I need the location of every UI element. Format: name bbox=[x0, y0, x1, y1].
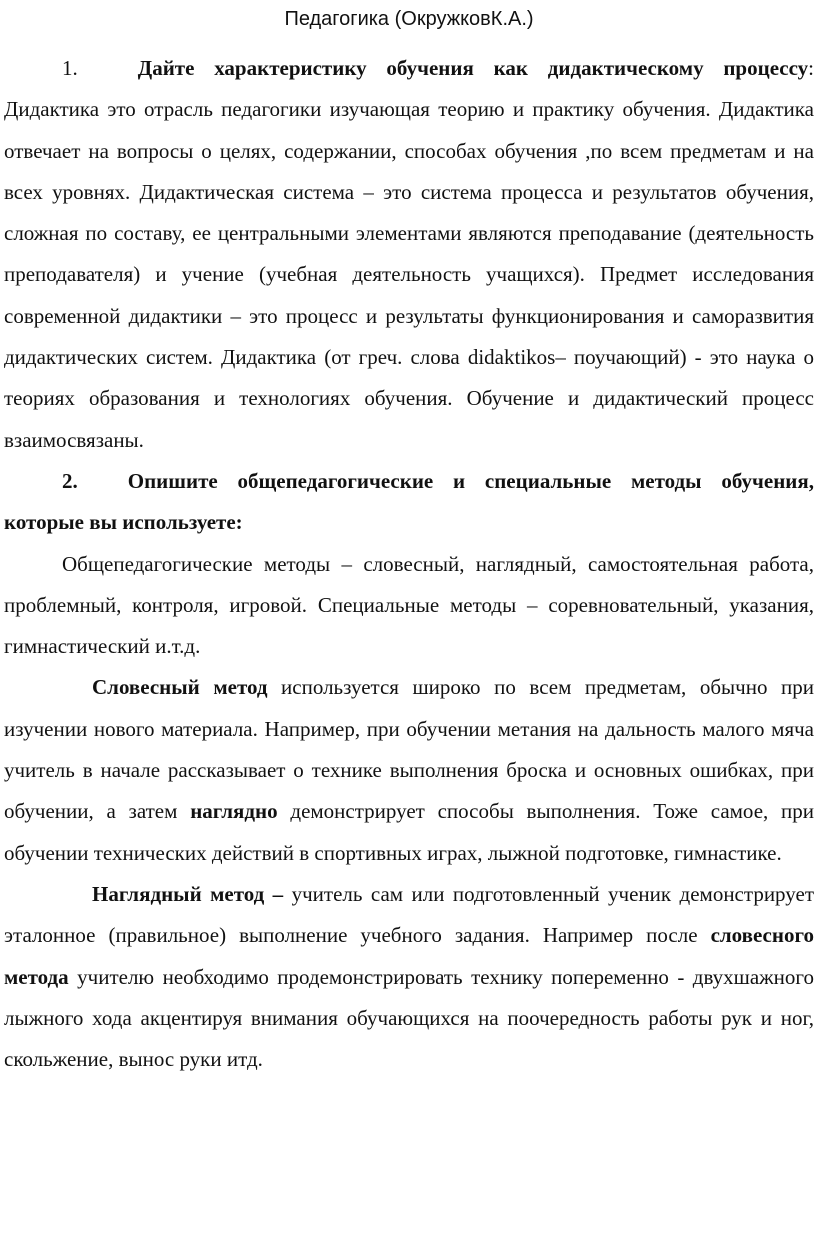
methods-overview-paragraph: Общепедагогические методы – словесный, наглядный, самостоятельная работа, проблемный, контроля, игровой. Специальные методы – соревновательный, указания, гимнастический и.т.д. bbox=[4, 551, 814, 659]
question-2-number: 2. bbox=[62, 468, 78, 493]
visual-method-term: Наглядный метод – bbox=[92, 881, 284, 906]
verbal-method-term-inline: словесного метода bbox=[4, 923, 814, 989]
question-1-answer: : Дидактика это отрасль педагогики изучающая теорию и практику обучения. Дидактика отвечает на вопросы о целях, содержании, способах обучения ,по всем предметам и на всех уровнях. Дидактическая система – это система процесса и результатов обучения, сложная по составу, ее центральными элементами являются преподавание (деятельность преподавателя) и учение (учебная деятельность учащихся). Предмет исследования современной дидактики – это процесс и результаты функционирования и саморазвития дидактических систем. Дидактика (от греч. слова didaktikos– поучающий) - это наука о теориях образования и технологиях обучения. Обучение и дидактический процесс взаимосвязаны. bbox=[4, 56, 814, 452]
question-1-number: 1. bbox=[62, 56, 78, 80]
visual-method-text-2: учителю необходимо продемонстрировать технику попеременно - двухшажного лыжного хода акцентируя внимания обучающихся на поочередность работы рук и ног, скольжение, вынос руки итд. bbox=[4, 964, 814, 1072]
visual-term-inline: наглядно bbox=[190, 799, 278, 824]
verbal-method-text-1: используется широко по всем предметам, обычно при изучении нового материала. Например, при обучении метания на дальность малого мяча учитель в начале рассказывает о технике выполнения броска и основных ошибках, при обучении, а затем bbox=[4, 675, 814, 824]
verbal-method-paragraph bbox=[4, 667, 814, 873]
question-1-paragraph bbox=[4, 48, 814, 461]
visual-method-paragraph bbox=[4, 874, 814, 1080]
page-header: Педагогика (ОкружковК.А.) bbox=[284, 8, 534, 30]
question-2-paragraph bbox=[4, 461, 814, 544]
question-1-text: Дайте характеристику обучения как дидактическому процессу bbox=[137, 56, 809, 80]
verbal-method-term: Словесный метод bbox=[92, 675, 268, 700]
visual-method-text-1: учитель сам или подготовленный ученик демонстрирует эталонное (правильное) выполнение учебного задания. Например после bbox=[4, 881, 814, 948]
verbal-method-text-2: демонстрирует способы выполнения. Тоже самое, при обучении технических действий в спортивных играх, лыжной подготовке, гимнастике. bbox=[4, 799, 814, 865]
question-2-text: Опишите общепедагогические и специальные методы обучения, которые вы используете: bbox=[4, 468, 814, 535]
